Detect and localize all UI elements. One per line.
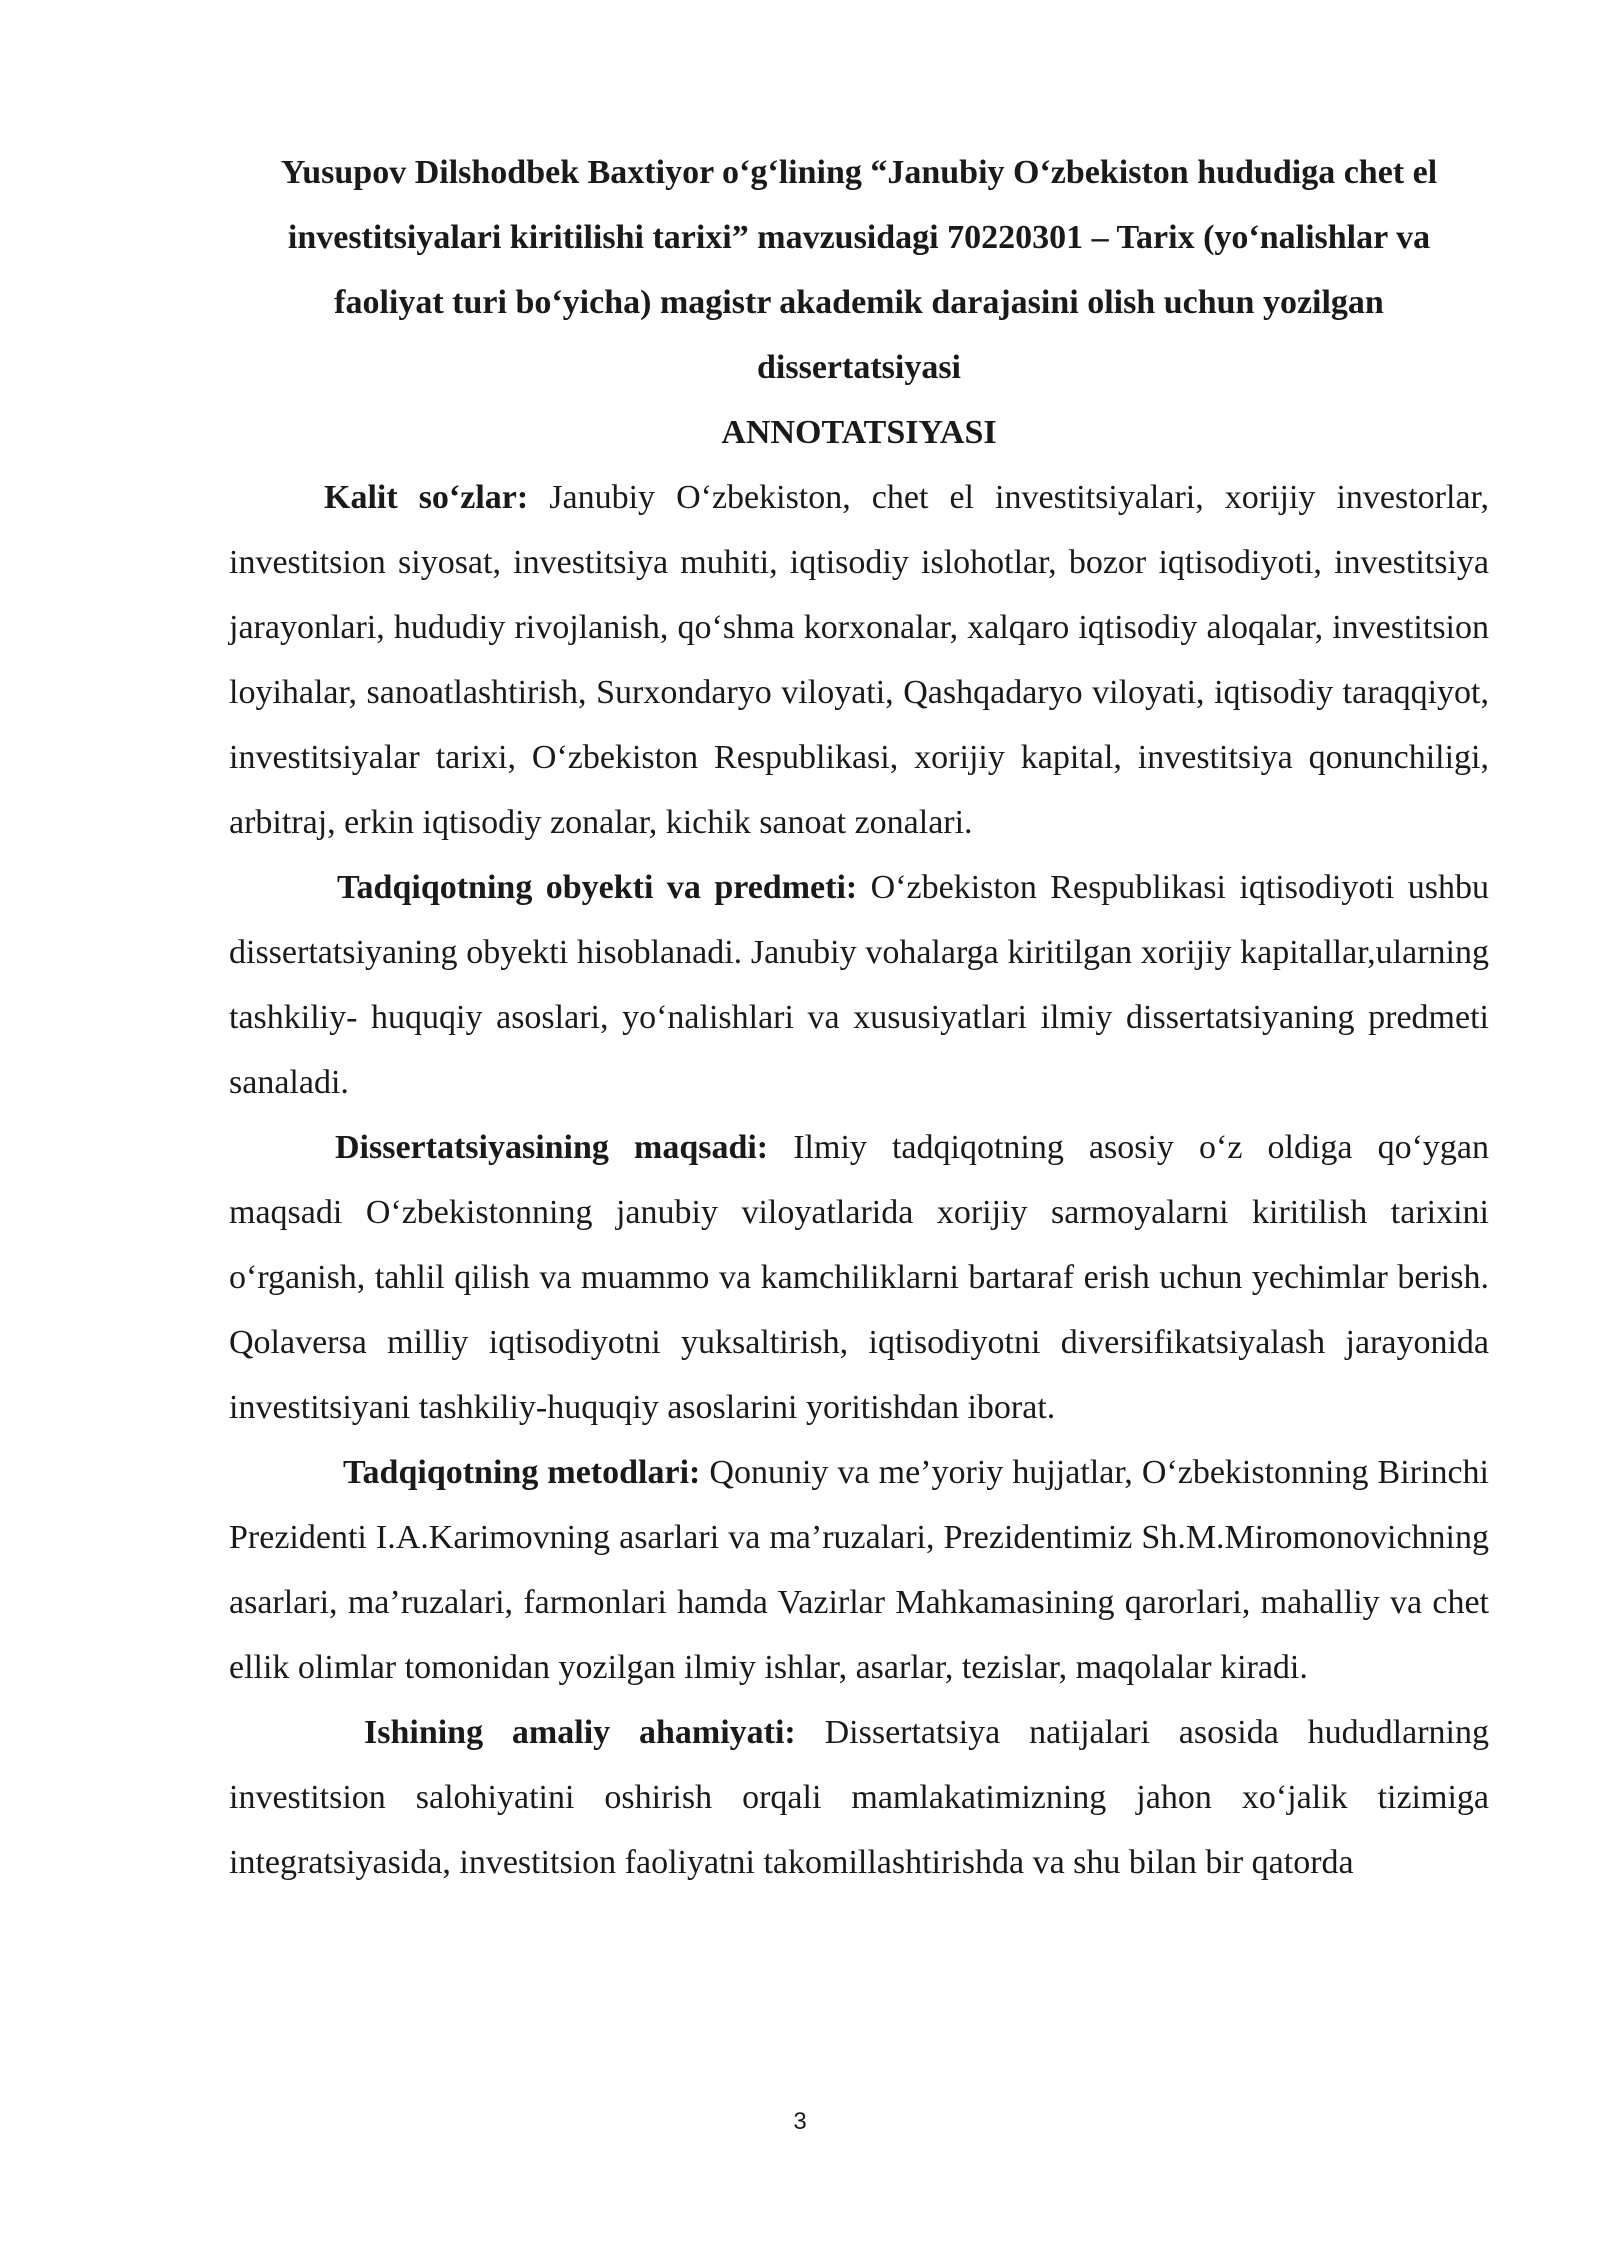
methods-text: Qonuniy va me’yoriy hujjatlar, O‘zbekistonning Birinchi Prezidenti I.A.Karimovning asarlari va ma’ruzalari, Prezidentimiz Sh.M.Miromonovichning asarlari, ma’ruzalari, farmonlari hamda Vazirlar Mahkamasining qarorlari, mahalliy va chet ellik olimlar tomonidan yozilgan ilmiy ishlar, asarlar, tezislar, maqolalar kiradi. [229,1454,1489,1686]
practical-significance-label: Ishining amaliy ahamiyati: [364,1714,796,1751]
methods-label: Tadqiqotning metodlari: [343,1454,701,1491]
goal-text: Ilmiy tadqiqotning asosiy o‘z oldiga qo‘ygan maqsadi O‘zbekistonning janubiy viloyatlarida xorijiy sarmoyalarni kiritilish tarixini o‘rganish, tahlil qilish va muammo va kamchiliklarni bartaraf erish uchun yechimlar berish. Qolaversa milliy iqtisodiyotni yuksaltirish, iqtisodiyotni diversifikatsiyalash jarayonida investitsiyani tashkiliy-huquqiy asoslarini yoritishdan iborat. [229,1129,1489,1426]
object-subject-text: O‘zbekiston Respublikasi iqtisodiyoti ushbu dissertatsiyaning obyekti hisoblanadi. Janubiy vohalarga kiritilgan xorijiy kapitallar,ularning tashkiliy- huquqiy asoslari, yo‘nalishlari va xususiyatlari ilmiy dissertatsiyaning predmeti sanaladi. [229,869,1490,1101]
annotation-title: ANNOTATSIYASI [721,414,997,451]
object-subject-paragraph [229,855,1489,1115]
goal-label: Dissertatsiyasining maqsadi: [335,1129,769,1166]
keywords-text: Janubiy O‘zbekiston, chet el investitsiyalari, xorijiy investorlar, investitsion siyosat, investitsiya muhiti, iqtisodiy islohotlar, bozor iqtisodiyoti, investitsiya jarayonlari, hududiy rivojlanish, qo‘shma korxonalar, xalqaro iqtisodiy aloqalar, investitsion loyihalar, sanoatlashtirish, Surxondaryo viloyati, Qashqadaryo viloyati, iqtisodiy taraqqiyot, investitsiyalar tarixi, O‘zbekiston Respublikasi, xorijiy kapital, investitsiya qonunchiligi, arbitraj, erkin iqtisodiy zonalar, kichik sanoat zonalari. [229,479,1489,841]
keywords-paragraph [229,465,1489,855]
dissertation-heading: Yusupov Dilshodbek Baxtiyor o‘g‘lining “Janubiy O‘zbekiston hududiga chet el investitsiyalari kiritilishi tarixi” mavzusidagi 70220301 – Tarix (yo‘nalishlar va faoliyat turi bo‘yicha) magistr akademik darajasini olish uchun yozilgan dissertatsiyasi [280,154,1438,386]
practical-significance-paragraph [229,1700,1489,1895]
practical-significance-text: Dissertatsiya natijalari asosida hududlarning investitsion salohiyatini oshirish orqali mamlakatimizning jahon xo‘jalik tizimiga integratsiyasida, investitsion faoliyatni takomillashtirishda va shu bilan bir qatorda [229,1714,1489,1881]
keywords-label: Kalit so‘zlar: [324,479,529,516]
page-content [229,140,1489,1895]
page-number: 3 [793,2108,807,2135]
goal-paragraph [229,1115,1489,1440]
object-subject-label: Tadqiqotning obyekti va predmeti: [337,869,858,906]
methods-paragraph [229,1440,1489,1700]
